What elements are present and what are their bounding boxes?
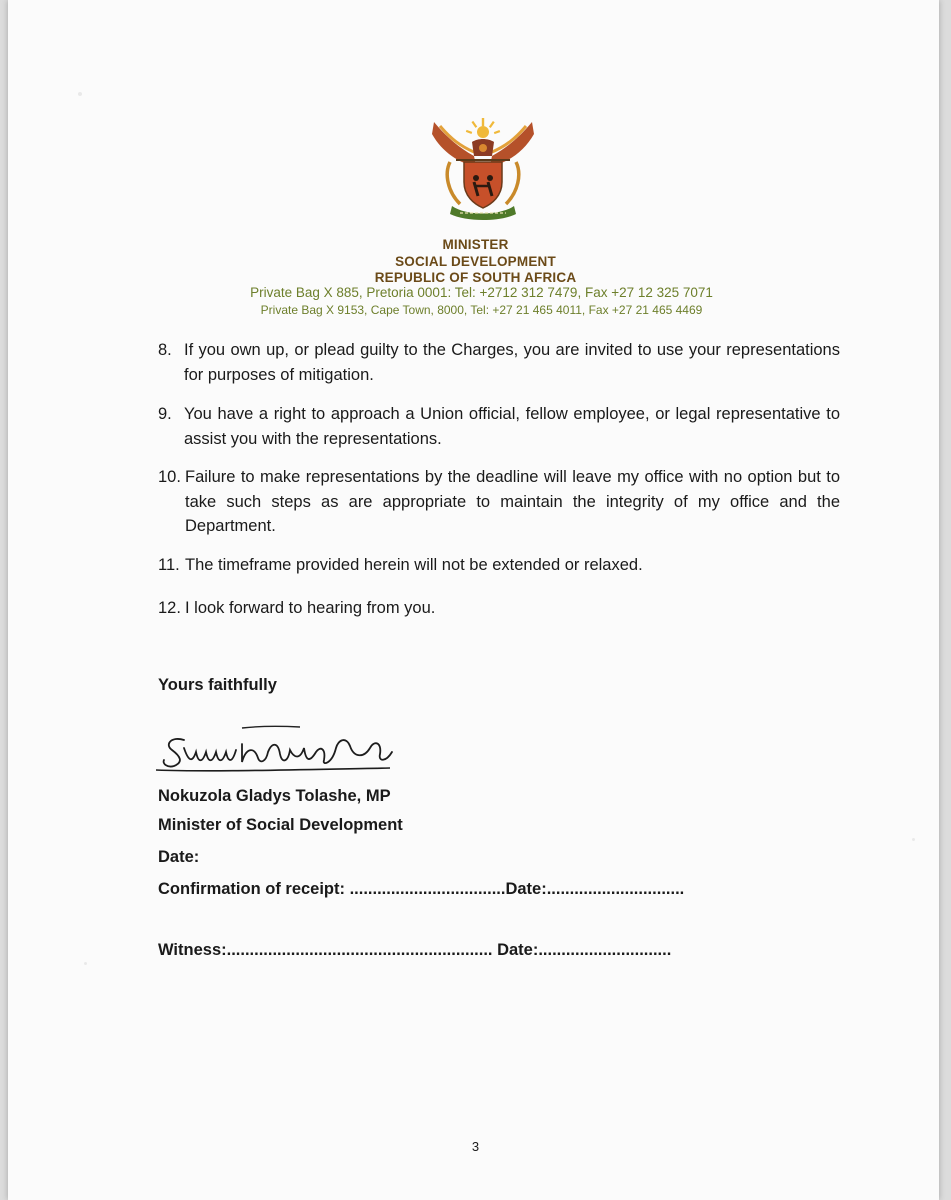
letterhead-department: SOCIAL DEVELOPMENT bbox=[395, 254, 556, 269]
list-item-text: If you own up, or plead guilty to the Charges, you are invited to use your representations for purposes of mitigation. bbox=[184, 341, 840, 384]
coat-of-arms-icon bbox=[426, 112, 540, 222]
signatory-title: Minister of Social Development bbox=[158, 816, 403, 834]
list-item-10 bbox=[158, 465, 840, 539]
list-item-8 bbox=[158, 338, 840, 387]
list-item-text: Failure to make representations by the deadline will leave my office with no option but to take such steps as are appropriate to maintain the integrity of my office and the Department. bbox=[185, 468, 840, 535]
list-item-number: 10. bbox=[158, 468, 181, 486]
signature-icon bbox=[150, 718, 400, 778]
list-item-11 bbox=[158, 553, 840, 578]
page-number: 3 bbox=[471, 1139, 480, 1154]
letterhead-country: REPUBLIC OF SOUTH AFRICA bbox=[374, 270, 577, 285]
list-item-9 bbox=[158, 402, 840, 451]
list-item-12 bbox=[158, 596, 840, 621]
page-smudge bbox=[84, 962, 87, 965]
list-item-text: I look forward to hearing from you. bbox=[185, 599, 436, 617]
page-smudge bbox=[78, 92, 82, 96]
list-item-number: 11. bbox=[158, 556, 180, 574]
list-item-text: You have a right to approach a Union official, fellow employee, or legal representative to assist you with the representations. bbox=[184, 405, 840, 448]
letterhead-address-pretoria: Private Bag X 885, Pretoria 0001: Tel: +2712 312 7479, Fax +27 12 325 7071 bbox=[250, 285, 713, 300]
page-smudge bbox=[912, 838, 915, 841]
signatory-name: Nokuzola Gladys Tolashe, MP bbox=[158, 787, 391, 805]
letterhead-minister: MINISTER bbox=[442, 237, 509, 252]
list-item-number: 8. bbox=[158, 341, 172, 359]
date-label: Date: bbox=[158, 848, 200, 866]
list-item-number: 9. bbox=[158, 405, 172, 423]
witness-line: Witness:.......................................................... Date:............................. bbox=[158, 941, 672, 959]
letterhead-address-capetown: Private Bag X 9153, Cape Town, 8000, Tel: +27 21 465 4011, Fax +27 21 465 4469 bbox=[260, 303, 703, 317]
confirmation-of-receipt-line: Confirmation of receipt: ..................................Date:.............................. bbox=[158, 880, 685, 898]
list-item-text: The timeframe provided herein will not be extended or relaxed. bbox=[185, 556, 643, 574]
closing-salutation: Yours faithfully bbox=[158, 676, 277, 694]
list-item-number: 12. bbox=[158, 599, 181, 617]
